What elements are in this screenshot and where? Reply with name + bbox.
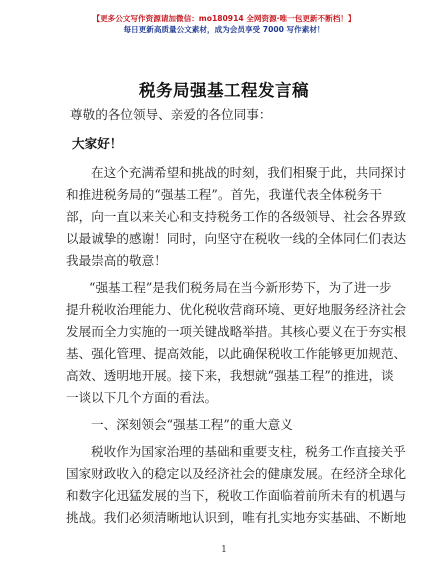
- paragraph-2-line-5: 高效、透明地开展。接下来，我想就“强基工程”的推进，谈: [66, 368, 394, 383]
- paragraph-1-line-5: 我最崇高的敬意！: [66, 253, 167, 268]
- paragraph-2-line-4: 基、强化管理、提高效能，以此确保税收工作能够更加规范、: [66, 346, 407, 361]
- paragraph-3-line-4: 挑战。我们必须清晰地认识到，唯有扎实地夯实基础、不断地: [66, 510, 407, 525]
- paragraph-1-line-3: 部，向一直以来关心和支持税务工作的各级领导、社会各界致: [66, 209, 407, 224]
- section-heading-1: 一、深刻领会“强基工程”的重大意义: [91, 417, 293, 432]
- paragraph-3-line-1: 税收作为国家治理的基础和重要支柱，税务工作直接关乎: [91, 444, 406, 459]
- document-title: 税务局强基工程发言稿: [139, 81, 309, 100]
- paragraph-2-line-6: 一谈以下几个方面的看法。: [66, 390, 218, 405]
- paragraph-2-line-1: “强基工程”是我们税务局在当今新形势下，为了进一步: [89, 280, 392, 295]
- paragraph-1-line-2: 和推进税务局的“强基工程”。首先，我谨代表全体税务干: [66, 187, 382, 202]
- salutation: 尊敬的各位领导、亲爱的各位同事：: [70, 107, 272, 122]
- promo-banner-line-1: 【更多公文写作资源请加微信：mo180914 全网资源·唯一包更新不断档！】: [92, 14, 356, 23]
- paragraph-2-line-3: 发展而全力实施的一项关键战略举措。其核心要义在于夯实根: [66, 324, 407, 339]
- promo-banner-line-2: 每日更新高质量公文素材，成为会员享受 7000 写作素材！: [123, 25, 325, 34]
- paragraph-3-line-2: 国家财政收入的稳定以及经济社会的健康发展。在经济全球化: [66, 466, 407, 481]
- greeting: 大家好！: [72, 136, 123, 151]
- paragraph-1-line-1: 在这个充满希望和挑战的时刻，我们相聚于此，共同探讨: [91, 165, 406, 180]
- paragraph-3-line-3: 和数字化迅猛发展的当下，税收工作面临着前所未有的机遇与: [66, 488, 407, 503]
- page-number: 1: [221, 545, 227, 555]
- paragraph-1-line-4: 以最诚挚的感谢！同时，向坚守在税收一线的全体同仁们表达: [66, 231, 407, 246]
- paragraph-2-line-2: 提升税收治理能力、优化税收营商环境、更好地服务经济社会: [66, 302, 407, 317]
- promo-banner: [0, 13, 448, 35]
